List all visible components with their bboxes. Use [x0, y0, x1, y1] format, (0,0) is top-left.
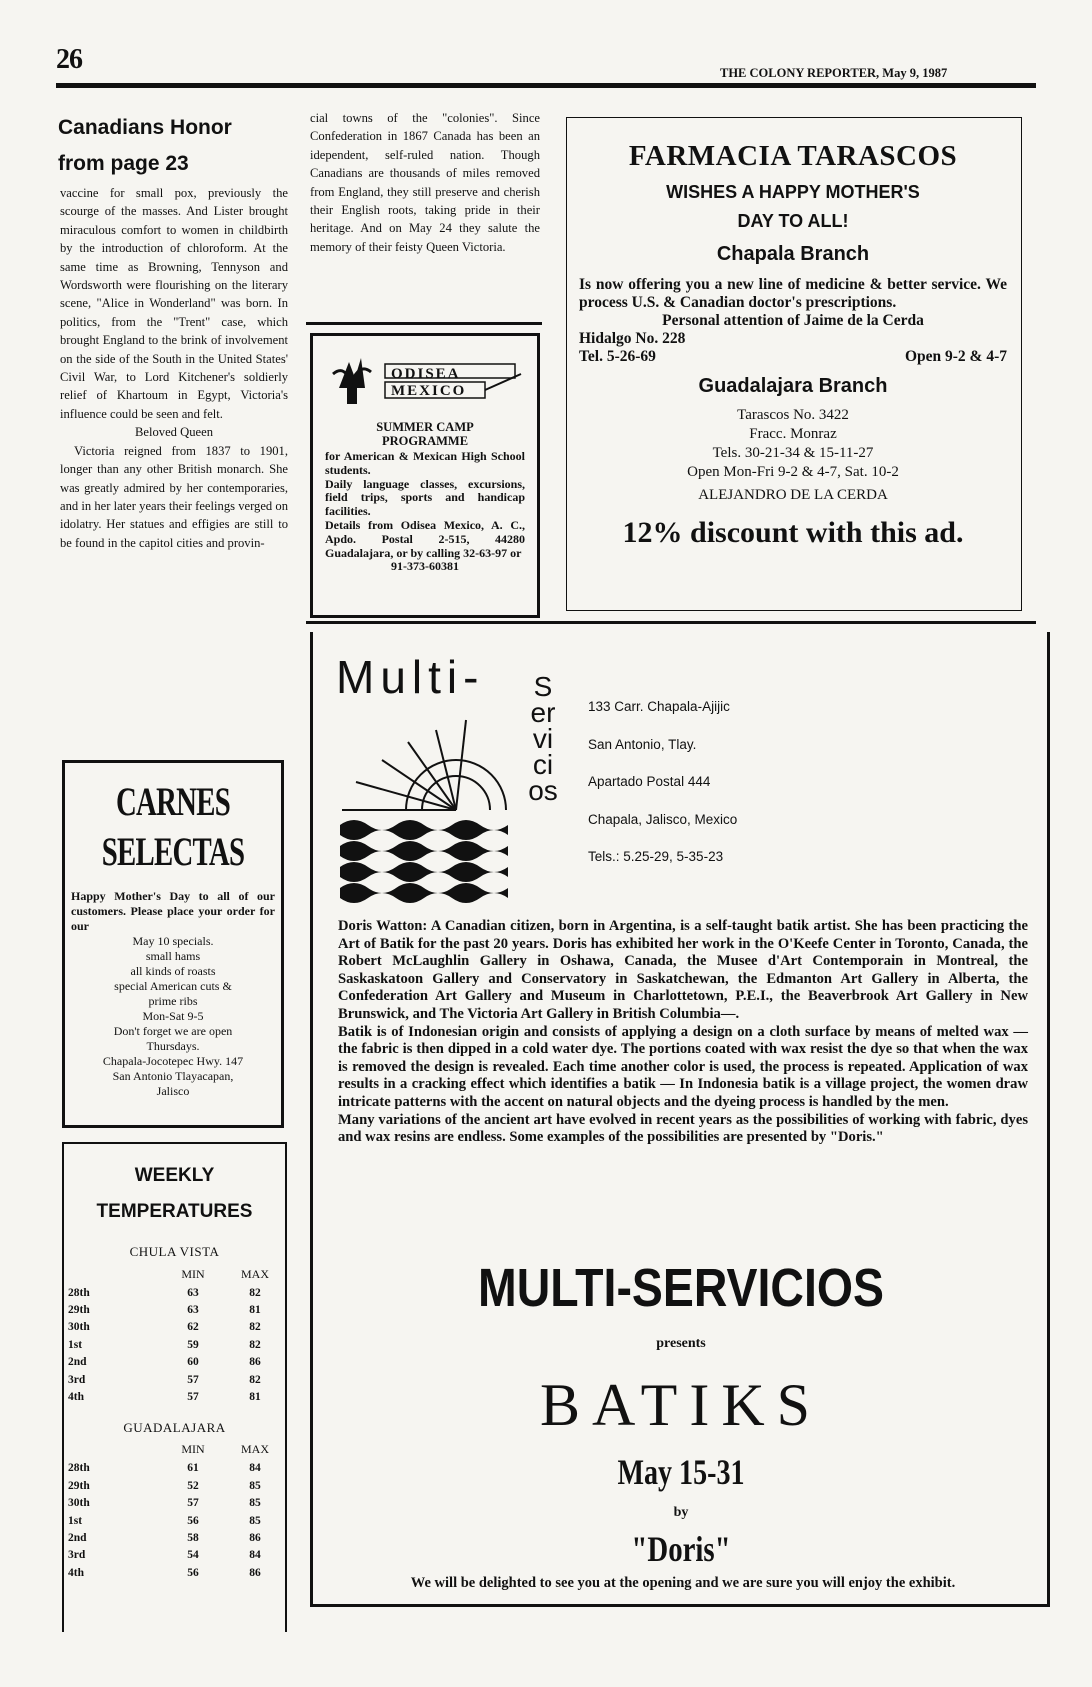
odisea-line: for American & Mexican High School students. — [325, 449, 525, 477]
guadalajara-heading: GUADALAJARA — [123, 1419, 226, 1435]
carnes-line: San Antonio Tlayacapan, — [112, 1069, 234, 1083]
gdl-fracc: Fracc. Monraz — [749, 426, 837, 442]
farmacia-attention: Personal attention of Jaime de la Cerda — [662, 312, 924, 329]
carnes-line: Jalisco — [156, 1084, 190, 1098]
temperature-day: 1st — [68, 1338, 83, 1351]
carnes-line: Mon-Sat 9-5 — [142, 1009, 204, 1023]
doris-name: "Doris" — [631, 1529, 731, 1569]
farmacia-address: Hidalgo No. 228 — [579, 330, 686, 347]
carnes-intro: Happy Mother's Day to all of our customers. Please place your order for our — [71, 889, 275, 933]
temperature-row — [68, 1371, 282, 1388]
sun-waves-icon — [336, 650, 556, 910]
batik-variations: Many variations of the ancient art have evolved in recent years as the possibilities of working with fabric, dyes and wax resins are endless. Some examples of the possibilities are presented by "Doris." — [338, 1111, 1028, 1146]
closing-line: We will be delighted to see you at the opening and we are sure you will enjoy the exhibit. — [410, 1575, 956, 1591]
temperature-min: 58 — [187, 1531, 199, 1544]
article-subhead: Beloved Queen — [135, 425, 213, 440]
temperature-min: 57 — [187, 1391, 199, 1404]
article-paragraph: cial towns of the "colonies". Since Confederation in 1867 Canada has been an idependent, self-ruled nation. Though Canadians are thousands of miles removed from England, they still preserve and cherish their English roots, taking pride in their heritage. And on May 24 they salute the memory of their feisty Queen Victoria. — [310, 111, 540, 254]
chula-vista-table — [68, 1264, 282, 1406]
temperature-min: 63 — [187, 1286, 199, 1299]
doris-bio: Doris Watton: A Canadian citizen, born in Argentina, is a self-taught batik artist. She has been practicing the Art of Batik for the past 20 years. Doris has exhibited her work in the O'Keefe Center in Toronto, Canada, the Robert McLaughlin Gallery in Oshawa, Canada, the Musee d'Art Contemporain in Montreal, the Saskaskatoon Gallery and Conservatory in Saskatchewan, the Edmanton Art Gallery in Alberta, the Confederation Art Gallery and Museum in Charlottetown, P.E.I., the Beaverbrook Art Gallery in New Brunswick, and The Victoria Art Gallery in British Columbia—. — [338, 918, 1028, 1022]
article-paragraph: Victoria reigned from 1837 to 1901, longer than any other British monarch. She was greatly admired by her contemporaries, and in her later years their feelings verged on idolatry. Her statues and effigies are still to be found in the capitol cities and provin- — [60, 443, 288, 550]
max-header: MAX — [240, 1266, 269, 1281]
temperature-row — [68, 1564, 282, 1581]
temperature-max: 85 — [249, 1479, 261, 1492]
temperature-row — [68, 1512, 282, 1529]
temperature-row — [68, 1284, 282, 1301]
temperature-day: 3rd — [68, 1549, 86, 1562]
temperature-min: 60 — [187, 1356, 199, 1369]
header-rule — [56, 83, 1036, 88]
carnes-title-1: CARNES — [115, 779, 231, 824]
farmacia-wish-1: WISHES A HAPPY MOTHER'S — [666, 182, 920, 202]
publication-line: THE COLONY REPORTER, May 9, 1987 — [720, 66, 948, 80]
temperature-row — [68, 1547, 282, 1564]
address-line: Chapala, Jalisco, Mexico — [588, 811, 738, 827]
temperature-min: 56 — [187, 1566, 199, 1579]
presents-label: presents — [656, 1336, 706, 1351]
carnes-line: Don't forget we are open — [113, 1024, 233, 1038]
logo-word-servicios: Servicios — [528, 671, 558, 806]
gdl-hours: Open Mon-Fri 9-2 & 4-7, Sat. 10-2 — [687, 464, 899, 480]
temperature-min: 57 — [187, 1497, 199, 1510]
temperature-max: 81 — [249, 1391, 261, 1404]
article-column-1 — [60, 184, 288, 552]
temperature-row — [68, 1388, 282, 1405]
temperature-row — [68, 1495, 282, 1512]
temperature-row — [68, 1319, 282, 1336]
article-headline — [58, 110, 288, 182]
temperature-row — [68, 1460, 282, 1477]
temperature-max: 82 — [249, 1373, 261, 1386]
carnes-line: May 10 specials. — [132, 934, 214, 948]
headline-title: Canadians Honor — [58, 116, 232, 139]
temperature-max: 82 — [249, 1338, 261, 1351]
odisea-title-1: SUMMER CAMP — [376, 420, 474, 434]
temperature-min: 52 — [187, 1479, 199, 1492]
temperature-day: 2nd — [68, 1356, 87, 1369]
odisea-phone: 91-373-60381 — [391, 559, 459, 574]
temperature-day: 1st — [68, 1514, 83, 1527]
temperature-min: 63 — [187, 1304, 199, 1317]
temperature-max: 84 — [249, 1462, 261, 1475]
temperature-max: 82 — [249, 1286, 261, 1299]
temperature-min: 54 — [187, 1549, 199, 1562]
carnes-line: Thursdays. — [146, 1039, 200, 1053]
odisea-logo — [325, 344, 525, 414]
temperature-day: 28th — [68, 1286, 90, 1299]
farmacia-ad — [566, 117, 1022, 611]
temperature-max: 81 — [249, 1304, 261, 1317]
temperature-day: 4th — [68, 1391, 84, 1404]
chapala-branch-heading: Chapala Branch — [716, 243, 870, 265]
carnes-line: special American cuts & — [114, 979, 232, 993]
carnes-title-2: SELECTAS — [101, 829, 245, 874]
temperatures-box — [62, 1142, 287, 1632]
article-paragraph: vaccine for small pox, previously the scourge of the masses. And Lister brought miraculous comfort to women in childbirth by the introduction of chloroform. At the same time as Browning, Tennyson and Wordsworth were flourishing on the literary scene, "Alice in Wonderland" was born. In politics, from the "Trent" case, which brought England to the brink of involvement on the side of the South in the United States' Civil War, to Lord Kitchener's soldierly relief of Khartoum in Egypt, Victoria's influence could be seen and felt. — [60, 186, 288, 421]
carnes-line: small hams — [145, 949, 201, 963]
farmacia-hours: Open 9-2 & 4-7 — [904, 348, 1007, 365]
temperatures-title-2: TEMPERATURES — [96, 1201, 253, 1222]
batik-description: Batik is of Indonesian origin and consists of applying a design on a cloth surface by means of melted wax — the fabric is then dipped in a cold water dye. The portions coated with wax resist the dye so that when the wax is removed the design is revealed. Each time another color is used, the process is repeated. Application of wax results in a cracking effect which identifies a batik — In Indonesia batik is a village project, the women draw intricate patterns with the accent on natural objects and the dyeing process is handled by the men. — [338, 1023, 1028, 1110]
carnes-line: Chapala-Jocotepec Hwy. 147 — [102, 1054, 244, 1068]
gdl-tels: Tels. 30-21-34 & 15-11-27 — [712, 445, 874, 461]
temperature-max: 86 — [249, 1531, 261, 1544]
odisea-ad — [310, 333, 540, 618]
temperature-max: 82 — [249, 1321, 261, 1334]
multi-address — [588, 688, 737, 876]
temperature-min: 59 — [187, 1338, 199, 1351]
farmacia-wish — [579, 178, 1007, 236]
column-rule — [306, 322, 542, 325]
guadalajara-branch-heading: Guadalajara Branch — [698, 375, 888, 397]
odisea-logo-text: ODISEA MEXICO — [391, 366, 467, 399]
temperature-min: 62 — [187, 1321, 199, 1334]
carnes-ad — [62, 760, 284, 1128]
farmacia-offer: Is now offering you a new line of medicine & better service. We process U.S. & Canadian doctor's prescriptions. — [579, 276, 1007, 311]
farmacia-discount: 12% discount with this ad. — [622, 516, 964, 549]
farmacia-title: FARMACIA TARASCOS — [628, 140, 958, 172]
temperature-day: 30th — [68, 1497, 90, 1510]
temperature-day: 29th — [68, 1304, 90, 1317]
temperature-row — [68, 1301, 282, 1318]
min-header: MIN — [181, 1442, 205, 1457]
temperature-row — [68, 1336, 282, 1353]
page-number: 26 — [56, 44, 82, 75]
temperature-row — [68, 1354, 282, 1371]
address-line: 133 Carr. Chapala-Ajijic — [588, 699, 730, 714]
temperature-day: 29th — [68, 1479, 90, 1492]
headline-jump: from page 23 — [58, 152, 189, 175]
max-header: MAX — [240, 1442, 269, 1457]
temperature-row — [68, 1477, 282, 1494]
temperatures-title-1: WEEKLY — [134, 1165, 215, 1186]
temperature-min: 61 — [187, 1462, 199, 1475]
multi-servicios-logo — [336, 650, 556, 910]
farmacia-wish-2: DAY TO ALL! — [737, 211, 849, 231]
temperature-max: 86 — [249, 1566, 261, 1579]
farmacia-owner: ALEJANDRO DE LA CERDA — [698, 487, 888, 503]
temperature-day: 4th — [68, 1566, 84, 1579]
temperature-day: 28th — [68, 1462, 90, 1475]
gdl-address: Tarascos No. 3422 — [737, 407, 849, 423]
temperature-max: 84 — [249, 1549, 261, 1562]
temperature-max: 85 — [249, 1497, 261, 1510]
farmacia-tel: Tel. 5-26-69 — [579, 348, 656, 365]
temperature-day: 2nd — [68, 1531, 87, 1544]
temperature-min: 57 — [187, 1373, 199, 1386]
carnes-line: all kinds of roasts — [130, 964, 216, 978]
temperature-day: 3rd — [68, 1373, 86, 1386]
guadalajara-table — [68, 1440, 282, 1582]
address-line: San Antonio, Tlay. — [588, 736, 697, 752]
batiks-title: BATIKS — [539, 1372, 823, 1438]
article-column-2 — [310, 109, 540, 256]
section-rule — [306, 621, 1036, 624]
odisea-line: Details from Odisea Mexico, A. C., Apdo. Postal 2-515, 44280 Guadalajara, or by calling 32-63-97 or — [325, 517, 525, 560]
carnes-line: prime ribs — [148, 994, 198, 1008]
odisea-line: Daily language classes, excursions, field trips, sports and handicap facilities. — [325, 476, 525, 519]
multi-big-title: MULTI-SERVICIOS — [478, 1258, 884, 1318]
exhibit-dates: May 15-31 — [617, 1452, 745, 1492]
min-header: MIN — [181, 1266, 205, 1281]
multi-body — [338, 918, 1028, 1147]
address-line: Apartado Postal 444 — [588, 774, 711, 789]
temperature-row — [68, 1529, 282, 1546]
chula-vista-heading: CHULA VISTA — [129, 1244, 220, 1259]
logo-word-multi: Multi- — [336, 651, 485, 703]
by-label: by — [673, 1505, 689, 1520]
temperature-max: 86 — [249, 1356, 261, 1369]
odisea-title-2: PROGRAMME — [381, 434, 469, 448]
temperature-max: 85 — [249, 1514, 261, 1527]
temperature-day: 30th — [68, 1321, 90, 1334]
address-line: Tels.: 5.25-29, 5-35-23 — [588, 849, 724, 864]
temperature-min: 56 — [187, 1514, 199, 1527]
